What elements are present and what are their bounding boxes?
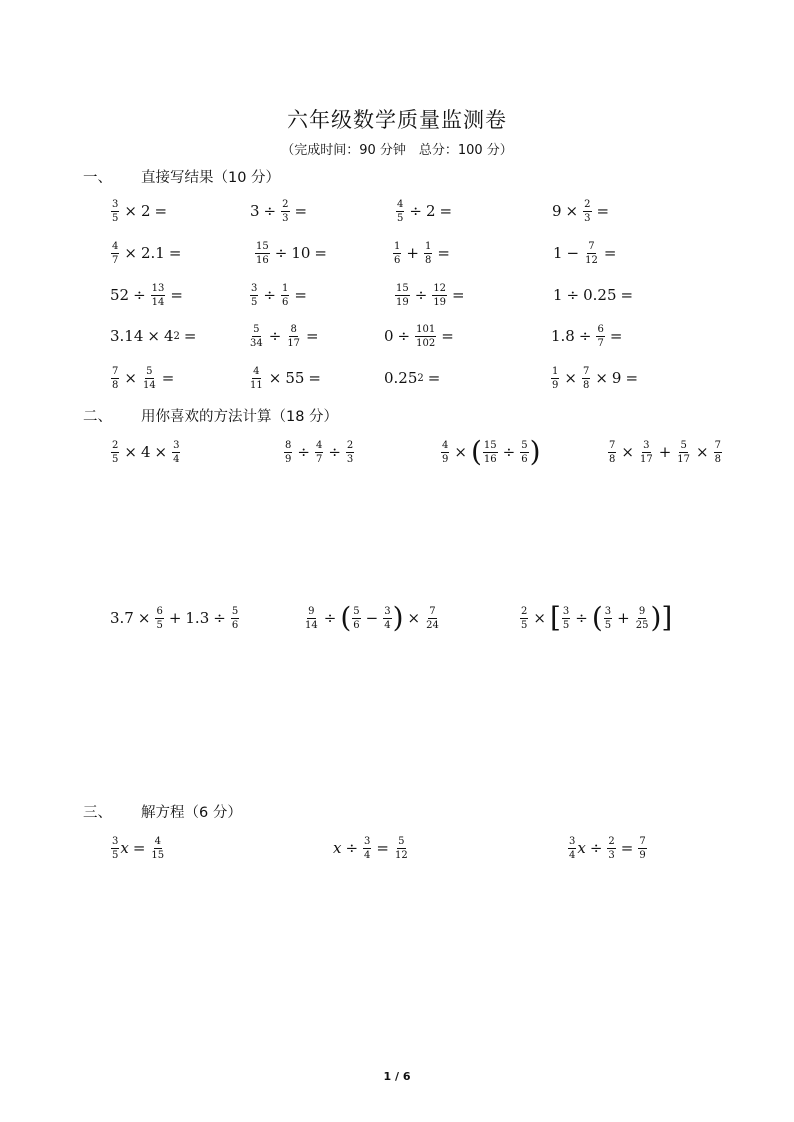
fraction: $\frac{6}{7}$ (597, 323, 604, 349)
math-token: ÷ (397, 327, 411, 345)
fraction: $\frac{3}{4}$ (364, 835, 371, 861)
fraction: $\frac{9}{14}$ (305, 605, 318, 631)
math-token: 52 (110, 286, 130, 304)
math-token: = (625, 369, 639, 387)
math-token: = (609, 327, 623, 345)
fraction: $\frac{4}{9}$ (442, 439, 449, 465)
fraction: $\frac{2}{3}$ (584, 198, 591, 224)
math-token: × (565, 202, 579, 220)
fraction: $\frac{2}{3}$ (282, 198, 289, 224)
fraction: $\frac{5}{6}$ (231, 605, 239, 631)
math-token: = (168, 244, 182, 262)
fraction: $\frac{5}{12}$ (395, 835, 408, 861)
math-token: 1.8 (551, 327, 575, 345)
math-token: = (132, 839, 146, 857)
math-token: = (170, 286, 183, 304)
math-token: × (564, 369, 577, 387)
expr-4-4 (551, 321, 626, 351)
calc-7 (519, 603, 672, 633)
fraction: $\frac{4}{5}$ (397, 198, 404, 224)
fraction: $\frac{3}{5}$ (112, 198, 119, 224)
math-token: x (120, 839, 129, 857)
math-token: − (365, 609, 379, 627)
fraction: $\frac{4}{15}$ (151, 835, 165, 861)
expr-2-3 (392, 238, 454, 268)
fraction: $\frac{1}{9}$ (552, 365, 559, 391)
calc-5 (110, 603, 240, 633)
fraction: $\frac{4}{7}$ (112, 240, 119, 266)
math-token: + (168, 609, 182, 627)
expr-1-4 (552, 196, 613, 226)
expr-5-3 (384, 363, 444, 393)
math-token: = (596, 202, 610, 220)
fraction: $\frac{5}{17}$ (677, 439, 690, 465)
math-token: + (658, 443, 672, 461)
section-1-heading (83, 166, 280, 187)
math-token: 3.14 (110, 327, 144, 345)
math-token: 1 (553, 244, 563, 262)
section-label: 解方程（6 分） (141, 805, 242, 821)
fraction: $\frac{1}{6}$ (394, 240, 401, 266)
math-token: × (268, 369, 282, 387)
expr-3-4 (553, 280, 637, 310)
fraction: $\frac{1}{8}$ (424, 240, 432, 266)
math-token: = (452, 286, 465, 304)
expr-5-2 (248, 363, 325, 393)
math-token: ÷ (566, 286, 580, 304)
math-token: = (308, 369, 321, 387)
math-token: × (621, 443, 634, 461)
fraction: $\frac{7}{8}$ (112, 365, 119, 391)
math-token: × (137, 609, 151, 627)
math-token: 2.1 (140, 244, 165, 262)
math-token: + (617, 609, 630, 627)
math-token: ÷ (263, 202, 277, 220)
math-token: x (333, 839, 342, 857)
math-token: ÷ (268, 327, 282, 345)
math-token: 3.7 (110, 609, 134, 627)
page-title: 六年级数学质量监测卷 (287, 108, 507, 132)
expr-2-2 (254, 238, 331, 268)
section-label: 用你喜欢的方法计算（18 分） (141, 409, 339, 425)
section-2-heading (83, 405, 338, 426)
math-token: x (577, 839, 586, 857)
fraction: $\frac{7}{9}$ (639, 835, 646, 861)
equation-2 (333, 833, 410, 863)
math-token: 10 (291, 244, 311, 262)
fraction: $\frac{7}{24}$ (426, 605, 439, 631)
math-token: = (437, 244, 450, 262)
math-token: ÷ (213, 609, 226, 627)
math-token: = (603, 244, 617, 262)
math-token: × (407, 609, 421, 627)
math-token: × (595, 369, 608, 387)
math-token: = (439, 202, 453, 220)
expr-1-3 (395, 196, 456, 226)
expr-3-2 (249, 280, 311, 310)
math-token: 4 (140, 443, 151, 461)
math-token: ) (650, 601, 662, 634)
math-token: ] (661, 601, 673, 634)
fraction: $\frac{8}{17}$ (287, 323, 301, 349)
fraction: $\frac{5}{34}$ (250, 323, 263, 349)
fraction: $\frac{3}{5}$ (562, 605, 570, 631)
page-number: 1 / 6 (383, 1070, 411, 1083)
math-token: 3 (250, 202, 260, 220)
math-token: ÷ (345, 839, 359, 857)
math-token: 1 (553, 286, 563, 304)
math-token: ÷ (274, 244, 288, 262)
fraction: $\frac{3}{17}$ (639, 439, 653, 465)
math-token: ÷ (133, 286, 146, 304)
math-token: = (294, 286, 307, 304)
math-token: ( (340, 601, 352, 634)
math-token: = (161, 369, 175, 387)
fraction: $\frac{3}{5}$ (604, 605, 612, 631)
math-token: 0.25 (583, 286, 617, 304)
math-token: × (124, 443, 137, 461)
section-label: 直接写结果（10 分） (141, 170, 281, 186)
fraction: $\frac{5}{6}$ (521, 439, 528, 465)
section-number: 二、 (83, 409, 112, 425)
fraction: $\frac{2}{3}$ (346, 439, 354, 465)
math-token: ÷ (414, 286, 428, 304)
math-token: × (147, 327, 160, 345)
fraction: $\frac{2}{5}$ (112, 439, 119, 465)
fraction: $\frac{4}{11}$ (250, 365, 263, 391)
fraction: $\frac{7}{12}$ (585, 240, 598, 266)
calc-4 (607, 437, 723, 467)
fraction: $\frac{3}{4}$ (173, 439, 180, 465)
expr-2-4 (553, 238, 620, 268)
fraction: $\frac{4}{7}$ (315, 439, 323, 465)
math-token: = (183, 327, 197, 345)
math-token: = (306, 327, 319, 345)
math-token: 0 (384, 327, 394, 345)
math-token: = (314, 244, 327, 262)
expr-3-3 (394, 280, 469, 310)
calc-3 (440, 437, 541, 467)
expr-4-3 (384, 321, 458, 351)
math-token: 2 (425, 202, 436, 220)
fraction: $\frac{6}{5}$ (156, 605, 163, 631)
fraction: $\frac{1}{6}$ (281, 282, 289, 308)
calc-2 (283, 437, 355, 467)
section-3-heading (83, 801, 242, 822)
math-token: 4 (163, 327, 174, 345)
math-token: = (154, 202, 168, 220)
fraction: $\frac{9}{25}$ (635, 605, 649, 631)
math-token: = (376, 839, 389, 857)
math-token: × (124, 244, 137, 262)
fraction: $\frac{5}{14}$ (142, 365, 156, 391)
math-token: ÷ (297, 443, 310, 461)
expr-1-1 (110, 196, 171, 226)
math-token: ) (392, 601, 404, 634)
math-token: + (406, 244, 419, 262)
math-token: ) (529, 435, 541, 468)
equation-3 (567, 833, 648, 863)
math-token: × (124, 369, 137, 387)
fraction: $\frac{3}{4}$ (384, 605, 391, 631)
math-token: ÷ (409, 202, 422, 220)
section-number: 一、 (83, 170, 112, 186)
fraction: $\frac{101}{102}$ (416, 323, 436, 349)
fraction: $\frac{15}{16}$ (256, 240, 269, 266)
math-token: × (454, 443, 467, 461)
math-token: = (427, 369, 441, 387)
fraction: $\frac{7}{8}$ (609, 439, 616, 465)
fraction: $\frac{2}{5}$ (521, 605, 528, 631)
expr-5-4 (550, 363, 642, 393)
math-token: = (620, 839, 634, 857)
fraction: $\frac{7}{8}$ (582, 365, 590, 391)
calc-6 (303, 603, 441, 633)
equation-1 (110, 833, 166, 863)
math-token: − (566, 244, 580, 262)
math-token: ÷ (263, 286, 276, 304)
math-token: = (441, 327, 454, 345)
math-token: ( (470, 435, 482, 468)
fraction: $\frac{15}{19}$ (396, 282, 409, 308)
math-token: [ (549, 601, 561, 634)
math-token: ÷ (578, 327, 592, 345)
page-subtitle: （完成时间：90 分钟 总分：100 分） (281, 143, 513, 158)
fraction: $\frac{12}{19}$ (433, 282, 447, 308)
math-token: = (294, 202, 308, 220)
math-token: 1.3 (185, 609, 210, 627)
expr-5-1 (110, 363, 178, 393)
math-token: × (124, 202, 137, 220)
fraction: $\frac{7}{8}$ (714, 439, 721, 465)
math-token: ( (591, 601, 603, 634)
expr-1-2 (250, 196, 311, 226)
fraction: $\frac{3}{5}$ (112, 835, 119, 861)
math-token: ÷ (575, 609, 588, 627)
math-token: 2 (417, 372, 424, 384)
math-token: 9 (552, 202, 562, 220)
math-token: × (154, 443, 168, 461)
fraction: $\frac{8}{9}$ (285, 439, 292, 465)
expr-2-1 (110, 238, 185, 268)
section-number: 三、 (83, 805, 112, 821)
math-token: ÷ (589, 839, 603, 857)
math-token: ÷ (502, 443, 516, 461)
calc-1 (110, 437, 181, 467)
math-token: 55 (285, 369, 305, 387)
expr-4-1 (110, 321, 200, 351)
math-token: ÷ (328, 443, 341, 461)
fraction: $\frac{5}{6}$ (353, 605, 360, 631)
math-token: × (533, 609, 546, 627)
math-token: 9 (611, 369, 622, 387)
fraction: $\frac{13}{14}$ (151, 282, 165, 308)
fraction: $\frac{15}{16}$ (483, 439, 497, 465)
math-token: ÷ (323, 609, 337, 627)
math-token: = (620, 286, 634, 304)
math-token: × (696, 443, 709, 461)
fraction: $\frac{2}{3}$ (608, 835, 615, 861)
expr-4-2 (248, 321, 323, 351)
expr-3-1 (110, 280, 187, 310)
fraction: $\frac{3}{4}$ (569, 835, 576, 861)
math-token: 0.25 (384, 369, 418, 387)
fraction: $\frac{3}{5}$ (251, 282, 258, 308)
math-token: 2 (140, 202, 151, 220)
math-token: 2 (173, 330, 180, 342)
